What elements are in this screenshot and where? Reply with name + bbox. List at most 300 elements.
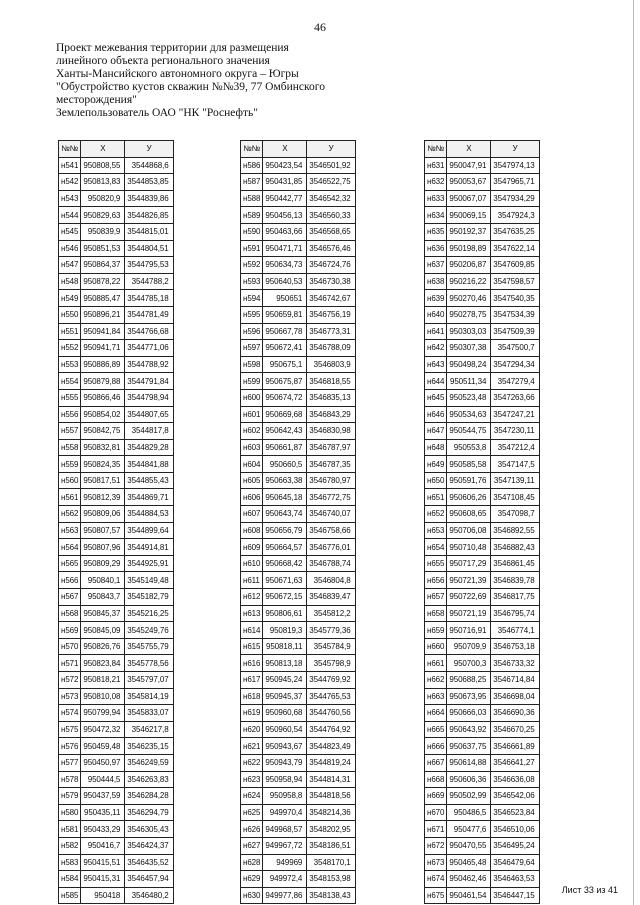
y-coordinate-cell: 3546641,27: [491, 754, 539, 771]
x-coordinate-cell: 949967,72: [263, 837, 307, 854]
point-number-cell: н617: [241, 672, 263, 689]
table-row: [241, 223, 356, 240]
y-coordinate-cell: 3546636,08: [491, 771, 539, 788]
y-coordinate-cell: 3548214,36: [307, 804, 355, 821]
point-number-cell: н601: [241, 406, 263, 423]
header-line: линейного объекта регионального значения: [56, 55, 270, 67]
x-coordinate-cell: 950047,91: [447, 157, 491, 174]
y-coordinate-cell: 3547212,4: [491, 439, 539, 456]
point-number-cell: н618: [241, 688, 263, 705]
point-number-cell: н600: [241, 389, 263, 406]
table-row: [59, 489, 174, 506]
point-number-cell: н593: [241, 273, 263, 290]
point-number-cell: н659: [425, 622, 447, 639]
point-number-cell: н587: [241, 174, 263, 191]
point-number-cell: н658: [425, 605, 447, 622]
point-number-cell: н544: [59, 207, 81, 224]
table-row: [241, 622, 356, 639]
y-coordinate-cell: 3546542,06: [491, 788, 539, 805]
y-coordinate-cell: 3547108,45: [491, 489, 539, 506]
x-coordinate-cell: 950813,18: [263, 655, 307, 672]
y-coordinate-cell: 3544841,88: [125, 456, 173, 473]
point-number-cell: н615: [241, 638, 263, 655]
y-coordinate-cell: 3547147,5: [491, 456, 539, 473]
column-header-x: X: [447, 141, 491, 158]
y-coordinate-cell: 3544769,92: [307, 672, 355, 689]
x-coordinate-cell: 950812,39: [81, 489, 125, 506]
x-coordinate-cell: 950823,84: [81, 655, 125, 672]
y-coordinate-cell: 3544788,92: [125, 356, 173, 373]
table-row: [425, 207, 540, 224]
table-row: [425, 605, 540, 622]
point-number-cell: н585: [59, 887, 81, 904]
y-coordinate-cell: 3544788,2: [125, 273, 173, 290]
table-row: [241, 539, 356, 556]
x-coordinate-cell: 950688,25: [447, 672, 491, 689]
point-number-cell: н591: [241, 240, 263, 257]
column-header-y: У: [307, 141, 355, 158]
y-coordinate-cell: 3547230,11: [491, 423, 539, 440]
table-row: [241, 688, 356, 705]
x-coordinate-cell: 950456,13: [263, 207, 307, 224]
point-number-cell: н649: [425, 456, 447, 473]
x-coordinate-cell: 950809,06: [81, 506, 125, 523]
y-coordinate-cell: 3544855,43: [125, 472, 173, 489]
point-number-cell: н542: [59, 174, 81, 191]
y-coordinate-cell: 3546305,43: [125, 821, 173, 838]
point-number-cell: н557: [59, 423, 81, 440]
x-coordinate-cell: 950672,41: [263, 340, 307, 357]
x-coordinate-cell: 950722,69: [447, 589, 491, 606]
y-coordinate-cell: 3544853,85: [125, 174, 173, 191]
table-row: [59, 223, 174, 240]
x-coordinate-cell: 950808,55: [81, 157, 125, 174]
table-row: [241, 821, 356, 838]
x-coordinate-cell: 950845,09: [81, 622, 125, 639]
table-row: [59, 522, 174, 539]
table-row: [241, 572, 356, 589]
table-row: [59, 638, 174, 655]
table-row: [425, 638, 540, 655]
y-coordinate-cell: 3546892,55: [491, 522, 539, 539]
point-number-cell: н595: [241, 306, 263, 323]
y-coordinate-cell: 3546795,74: [491, 605, 539, 622]
table-row: [425, 273, 540, 290]
y-coordinate-cell: 3546787,35: [307, 456, 355, 473]
y-coordinate-cell: 3546817,75: [491, 589, 539, 606]
x-coordinate-cell: 950706,08: [447, 522, 491, 539]
x-coordinate-cell: 950643,74: [263, 506, 307, 523]
y-coordinate-cell: 3546463,53: [491, 871, 539, 888]
point-number-cell: н543: [59, 190, 81, 207]
y-coordinate-cell: 3546733,32: [491, 655, 539, 672]
point-number-cell: н653: [425, 522, 447, 539]
table-row: [425, 373, 540, 390]
x-coordinate-cell: 950700,3: [447, 655, 491, 672]
point-number-cell: н609: [241, 539, 263, 556]
column-header-y: У: [491, 141, 539, 158]
y-coordinate-cell: 3546742,67: [307, 290, 355, 307]
point-number-cell: н641: [425, 323, 447, 340]
point-number-cell: н606: [241, 489, 263, 506]
table-row: [59, 555, 174, 572]
x-coordinate-cell: 950886,89: [81, 356, 125, 373]
point-number-cell: н566: [59, 572, 81, 589]
point-number-cell: н631: [425, 157, 447, 174]
y-coordinate-cell: 3546882,43: [491, 539, 539, 556]
table-row: [241, 290, 356, 307]
y-coordinate-cell: 3545797,07: [125, 672, 173, 689]
x-coordinate-cell: 950418: [81, 887, 125, 904]
y-coordinate-cell: 3545833,07: [125, 705, 173, 722]
table-row: [241, 456, 356, 473]
table-row: [59, 871, 174, 888]
x-coordinate-cell: 950943,79: [263, 754, 307, 771]
y-coordinate-cell: 3547974,13: [491, 157, 539, 174]
x-coordinate-cell: 950198,89: [447, 240, 491, 257]
table-row: [425, 622, 540, 639]
table-row: [425, 456, 540, 473]
y-coordinate-cell: 3547500,7: [491, 340, 539, 357]
x-coordinate-cell: 950206,87: [447, 257, 491, 274]
point-number-cell: н642: [425, 340, 447, 357]
table-row: [241, 672, 356, 689]
x-coordinate-cell: 950807,96: [81, 539, 125, 556]
table-row: [425, 522, 540, 539]
table-row: [425, 672, 540, 689]
table-row: [59, 589, 174, 606]
table-row: [425, 705, 540, 722]
point-number-cell: н613: [241, 605, 263, 622]
y-coordinate-cell: 3546758,66: [307, 522, 355, 539]
table-row: [59, 257, 174, 274]
y-coordinate-cell: 3546839,47: [307, 589, 355, 606]
x-coordinate-cell: 950813,83: [81, 174, 125, 191]
table-row: [59, 389, 174, 406]
table-row: [425, 323, 540, 340]
point-number-cell: н581: [59, 821, 81, 838]
x-coordinate-cell: 950717,29: [447, 555, 491, 572]
point-number-cell: н647: [425, 423, 447, 440]
point-number-cell: н549: [59, 290, 81, 307]
column-header-x: X: [263, 141, 307, 158]
table-row: [425, 572, 540, 589]
point-number-cell: н551: [59, 323, 81, 340]
sheet-footer: Лист 33 из 41: [561, 885, 618, 895]
point-number-cell: н611: [241, 572, 263, 589]
y-coordinate-cell: 3546843,29: [307, 406, 355, 423]
y-coordinate-cell: 3547622,14: [491, 240, 539, 257]
x-coordinate-cell: 950069,15: [447, 207, 491, 224]
x-coordinate-cell: 950303,03: [447, 323, 491, 340]
table-row: [425, 788, 540, 805]
table-row: [59, 539, 174, 556]
table-row: [59, 605, 174, 622]
y-coordinate-cell: 3546235,15: [125, 738, 173, 755]
x-coordinate-cell: 950472,32: [81, 721, 125, 738]
y-coordinate-cell: 3546217,8: [125, 721, 173, 738]
y-coordinate-cell: 3547509,39: [491, 323, 539, 340]
table-row: [241, 356, 356, 373]
header-line: Проект межевания территории для размещения: [56, 42, 289, 54]
x-coordinate-cell: 950651: [263, 290, 307, 307]
table-row: [241, 887, 356, 904]
table-row: [59, 804, 174, 821]
table-row: [59, 771, 174, 788]
point-number-cell: н555: [59, 389, 81, 406]
y-coordinate-cell: 3544823,49: [307, 738, 355, 755]
table-row: [59, 721, 174, 738]
point-number-cell: н628: [241, 854, 263, 871]
point-number-cell: н627: [241, 837, 263, 854]
y-coordinate-cell: 3544819,24: [307, 754, 355, 771]
x-coordinate-cell: 950843,7: [81, 589, 125, 606]
point-number-cell: н586: [241, 157, 263, 174]
y-coordinate-cell: 3546776,01: [307, 539, 355, 556]
table-row: [59, 323, 174, 340]
table-row: [59, 788, 174, 805]
y-coordinate-cell: 3546510,06: [491, 821, 539, 838]
y-coordinate-cell: 3547598,57: [491, 273, 539, 290]
x-coordinate-cell: 950832,81: [81, 439, 125, 456]
x-coordinate-cell: 950498,24: [447, 356, 491, 373]
point-number-cell: н580: [59, 804, 81, 821]
x-coordinate-cell: 950829,63: [81, 207, 125, 224]
y-coordinate-cell: 3544815,01: [125, 223, 173, 240]
x-coordinate-cell: 950960,68: [263, 705, 307, 722]
y-coordinate-cell: 3547924,3: [491, 207, 539, 224]
y-coordinate-cell: 3546568,65: [307, 223, 355, 240]
x-coordinate-cell: 950710,48: [447, 539, 491, 556]
point-number-cell: н547: [59, 257, 81, 274]
y-coordinate-cell: 3544791,84: [125, 373, 173, 390]
point-number-cell: н589: [241, 207, 263, 224]
point-number-cell: н670: [425, 804, 447, 821]
x-coordinate-cell: 950465,48: [447, 854, 491, 871]
table-header-row: [241, 141, 356, 158]
y-coordinate-cell: 3546284,28: [125, 788, 173, 805]
coordinate-table-2: [240, 140, 356, 904]
table-row: [425, 423, 540, 440]
table-row: [425, 837, 540, 854]
table-row: [425, 688, 540, 705]
point-number-cell: н574: [59, 705, 81, 722]
table-row: [59, 655, 174, 672]
x-coordinate-cell: 950640,53: [263, 273, 307, 290]
x-coordinate-cell: 950958,8: [263, 788, 307, 805]
point-number-cell: н671: [425, 821, 447, 838]
table-row: [241, 721, 356, 738]
point-number-cell: н652: [425, 506, 447, 523]
table-row: [59, 688, 174, 705]
table-row: [425, 738, 540, 755]
header-line: Ханты-Мансийского автономного округа – Югры: [56, 68, 299, 80]
table-row: [425, 406, 540, 423]
x-coordinate-cell: 950415,31: [81, 871, 125, 888]
point-number-cell: н648: [425, 439, 447, 456]
y-coordinate-cell: 3547139,11: [491, 472, 539, 489]
x-coordinate-cell: 950672,15: [263, 589, 307, 606]
table-row: [241, 190, 356, 207]
table-row: [59, 240, 174, 257]
y-coordinate-cell: 3548170,1: [307, 854, 355, 871]
y-coordinate-cell: 3544914,81: [125, 539, 173, 556]
y-coordinate-cell: 3545784,9: [307, 638, 355, 655]
table-row: [425, 804, 540, 821]
x-coordinate-cell: 950668,42: [263, 555, 307, 572]
x-coordinate-cell: 950878,22: [81, 273, 125, 290]
point-number-cell: н635: [425, 223, 447, 240]
point-number-cell: н623: [241, 771, 263, 788]
y-coordinate-cell: 3544760,56: [307, 705, 355, 722]
table-row: [59, 705, 174, 722]
table-row: [241, 257, 356, 274]
column-header-num: №№: [59, 141, 81, 158]
table-row: [241, 340, 356, 357]
table-row: [59, 456, 174, 473]
x-coordinate-cell: 950461,54: [447, 887, 491, 904]
y-coordinate-cell: 3544785,18: [125, 290, 173, 307]
y-coordinate-cell: 3544804,51: [125, 240, 173, 257]
point-number-cell: н576: [59, 738, 81, 755]
x-coordinate-cell: 950634,73: [263, 257, 307, 274]
point-number-cell: н622: [241, 754, 263, 771]
table-row: [241, 306, 356, 323]
point-number-cell: н660: [425, 638, 447, 655]
x-coordinate-cell: 950591,76: [447, 472, 491, 489]
table-row: [59, 423, 174, 440]
y-coordinate-cell: 3546861,45: [491, 555, 539, 572]
table-row: [241, 605, 356, 622]
y-coordinate-cell: 3546804,8: [307, 572, 355, 589]
table-row: [241, 489, 356, 506]
x-coordinate-cell: 950606,36: [447, 771, 491, 788]
x-coordinate-cell: 950945,24: [263, 672, 307, 689]
x-coordinate-cell: 950433,29: [81, 821, 125, 838]
y-coordinate-cell: 3544798,94: [125, 389, 173, 406]
point-number-cell: н657: [425, 589, 447, 606]
x-coordinate-cell: 949969: [263, 854, 307, 871]
x-coordinate-cell: 950067,07: [447, 190, 491, 207]
x-coordinate-cell: 950502,99: [447, 788, 491, 805]
table-row: [59, 506, 174, 523]
table-row: [241, 439, 356, 456]
point-number-cell: н558: [59, 439, 81, 456]
y-coordinate-cell: 3546835,13: [307, 389, 355, 406]
x-coordinate-cell: 950666,03: [447, 705, 491, 722]
y-coordinate-cell: 3544839,86: [125, 190, 173, 207]
point-number-cell: н572: [59, 672, 81, 689]
table-row: [59, 572, 174, 589]
table-row: [425, 306, 540, 323]
x-coordinate-cell: 950866,46: [81, 389, 125, 406]
point-number-cell: н567: [59, 589, 81, 606]
coordinate-table-1: [58, 140, 174, 904]
table-row: [425, 472, 540, 489]
point-number-cell: н607: [241, 506, 263, 523]
point-number-cell: н633: [425, 190, 447, 207]
x-coordinate-cell: 950471,71: [263, 240, 307, 257]
y-coordinate-cell: 3546714,84: [491, 672, 539, 689]
x-coordinate-cell: 950470,55: [447, 837, 491, 854]
y-coordinate-cell: 3546724,76: [307, 257, 355, 274]
table-row: [59, 837, 174, 854]
point-number-cell: н655: [425, 555, 447, 572]
coordinate-table-3: [424, 140, 540, 904]
table-row: [59, 754, 174, 771]
y-coordinate-cell: 3545779,36: [307, 622, 355, 639]
table-row: [241, 323, 356, 340]
x-coordinate-cell: 950851,53: [81, 240, 125, 257]
x-coordinate-cell: 950845,37: [81, 605, 125, 622]
point-number-cell: н577: [59, 754, 81, 771]
x-coordinate-cell: 950716,91: [447, 622, 491, 639]
y-coordinate-cell: 3546756,19: [307, 306, 355, 323]
table-row: [425, 223, 540, 240]
y-coordinate-cell: 3546780,97: [307, 472, 355, 489]
y-coordinate-cell: 3546457,94: [125, 871, 173, 888]
x-coordinate-cell: 950416,7: [81, 837, 125, 854]
x-coordinate-cell: 950307,38: [447, 340, 491, 357]
x-coordinate-cell: 950270,46: [447, 290, 491, 307]
table-row: [59, 821, 174, 838]
point-number-cell: н636: [425, 240, 447, 257]
y-coordinate-cell: 3546480,2: [125, 887, 173, 904]
x-coordinate-cell: 950675,1: [263, 356, 307, 373]
table-row: [59, 406, 174, 423]
x-coordinate-cell: 950817,51: [81, 472, 125, 489]
y-coordinate-cell: 3546495,24: [491, 837, 539, 854]
y-coordinate-cell: 3547247,21: [491, 406, 539, 423]
y-coordinate-cell: 3546788,74: [307, 555, 355, 572]
table-row: [59, 290, 174, 307]
table-row: [425, 240, 540, 257]
y-coordinate-cell: 3546523,84: [491, 804, 539, 821]
point-number-cell: н597: [241, 340, 263, 357]
x-coordinate-cell: 950958,94: [263, 771, 307, 788]
point-number-cell: н592: [241, 257, 263, 274]
point-number-cell: н639: [425, 290, 447, 307]
x-coordinate-cell: 950192,37: [447, 223, 491, 240]
x-coordinate-cell: 950643,92: [447, 721, 491, 738]
point-number-cell: н673: [425, 854, 447, 871]
point-number-cell: н554: [59, 373, 81, 390]
point-number-cell: н621: [241, 738, 263, 755]
table-row: [241, 240, 356, 257]
point-number-cell: н654: [425, 539, 447, 556]
y-coordinate-cell: 3546670,25: [491, 721, 539, 738]
x-coordinate-cell: 950941,71: [81, 340, 125, 357]
point-number-cell: н619: [241, 705, 263, 722]
x-coordinate-cell: 950807,57: [81, 522, 125, 539]
y-coordinate-cell: 3546479,64: [491, 854, 539, 871]
header-line: месторождения": [56, 94, 137, 106]
x-coordinate-cell: 950842,75: [81, 423, 125, 440]
x-coordinate-cell: 950659,81: [263, 306, 307, 323]
y-coordinate-cell: 3546501,92: [307, 157, 355, 174]
y-coordinate-cell: 3544781,49: [125, 306, 173, 323]
y-coordinate-cell: 3544818,56: [307, 788, 355, 805]
table-row: [59, 622, 174, 639]
point-number-cell: н596: [241, 323, 263, 340]
x-coordinate-cell: 949977,86: [263, 887, 307, 904]
page-edge-line: [633, 0, 634, 905]
x-coordinate-cell: 950840,1: [81, 572, 125, 589]
table-row: [425, 489, 540, 506]
x-coordinate-cell: 950879,88: [81, 373, 125, 390]
point-number-cell: н630: [241, 887, 263, 904]
y-coordinate-cell: 3547279,4: [491, 373, 539, 390]
